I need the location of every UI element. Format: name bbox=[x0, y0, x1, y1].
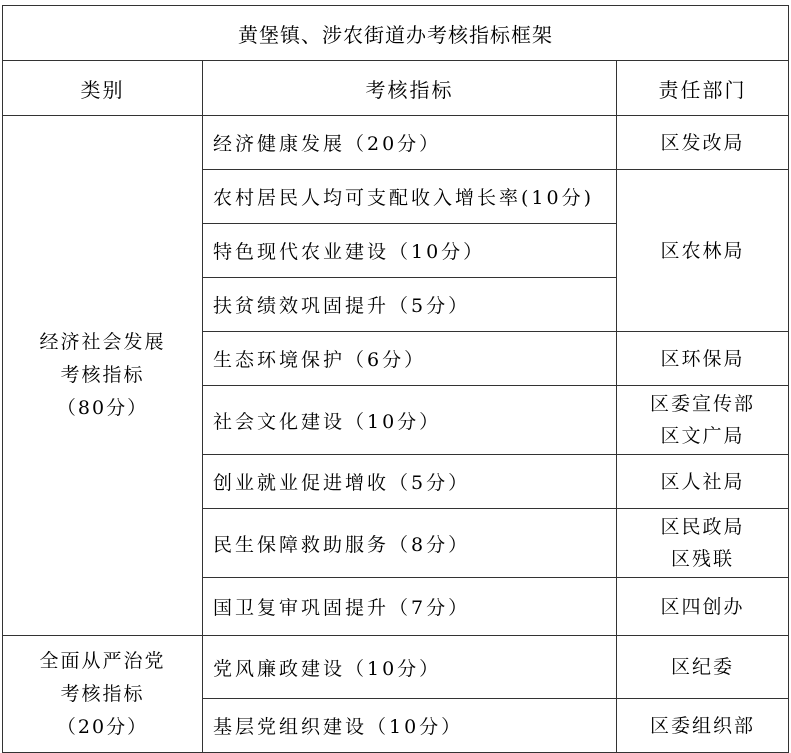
header-row bbox=[3, 61, 789, 116]
department-cell bbox=[617, 636, 789, 699]
indicator-cell: 经济健康发展（20分） bbox=[203, 116, 617, 170]
title-row bbox=[3, 6, 789, 61]
category-cell bbox=[3, 116, 203, 636]
department-line: 区文广局 bbox=[660, 425, 745, 447]
department-cell bbox=[617, 170, 789, 332]
category-line: 全面从严治党 bbox=[39, 649, 166, 672]
indicator-cell: 基层党组织建设（10分） bbox=[203, 699, 617, 753]
table-row bbox=[3, 636, 789, 699]
department-cell bbox=[617, 332, 789, 386]
department-cell bbox=[617, 386, 789, 455]
department-cell bbox=[617, 455, 789, 509]
table-title: 黄堡镇、涉农街道办考核指标框架 bbox=[3, 6, 789, 61]
department-line: 区民政局 bbox=[660, 516, 745, 538]
indicator-cell: 创业就业促进增收（5分） bbox=[203, 455, 617, 509]
header-category: 类别 bbox=[3, 61, 203, 116]
header-indicator: 考核指标 bbox=[203, 61, 617, 116]
indicator-cell: 特色现代农业建设（10分） bbox=[203, 224, 617, 278]
header-department: 责任部门 bbox=[617, 61, 789, 116]
department-cell bbox=[617, 116, 789, 170]
category-line: 经济社会发展 bbox=[39, 331, 166, 353]
indicator-cell: 生态环境保护（6分） bbox=[203, 332, 617, 386]
indicator-cell: 国卫复审巩固提升（7分） bbox=[203, 578, 617, 636]
department-cell bbox=[617, 699, 789, 753]
department-line: 区纪委 bbox=[671, 656, 735, 678]
category-cell bbox=[3, 636, 203, 753]
department-line: 区四创办 bbox=[660, 595, 745, 618]
indicator-cell: 社会文化建设（10分） bbox=[203, 386, 617, 455]
category-line: 考核指标 bbox=[60, 682, 145, 705]
department-line: 区委宣传部 bbox=[650, 393, 756, 415]
department-cell bbox=[617, 509, 789, 578]
indicator-cell: 农村居民人均可支配收入增长率(10分) bbox=[203, 170, 617, 224]
department-line: 区环保局 bbox=[660, 347, 745, 370]
category-line: （20分） bbox=[56, 715, 149, 738]
indicator-cell: 扶贫绩效巩固提升（5分） bbox=[203, 278, 617, 332]
department-line: 区农林局 bbox=[660, 239, 745, 262]
department-line: 区残联 bbox=[671, 548, 735, 570]
table-row bbox=[3, 116, 789, 170]
department-line: 区委组织部 bbox=[650, 714, 756, 737]
indicator-cell: 党风廉政建设（10分） bbox=[203, 636, 617, 699]
category-line: 考核指标 bbox=[60, 364, 145, 386]
category-line: （80分） bbox=[56, 397, 149, 419]
department-cell bbox=[617, 578, 789, 636]
assessment-framework-table bbox=[2, 5, 789, 753]
department-line: 区人社局 bbox=[660, 470, 745, 493]
indicator-cell: 民生保障救助服务（8分） bbox=[203, 509, 617, 578]
department-line: 区发改局 bbox=[660, 131, 745, 154]
